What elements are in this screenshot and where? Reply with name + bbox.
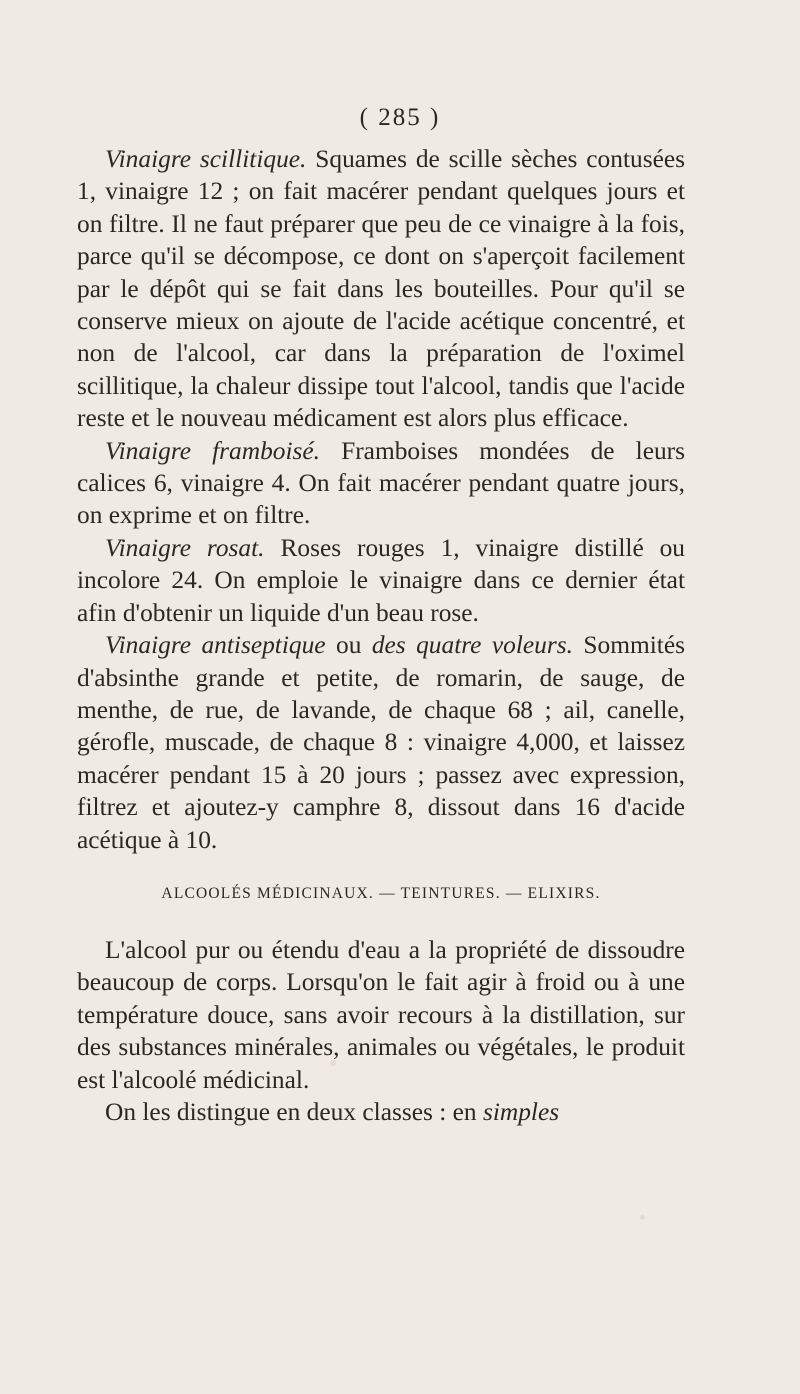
entry-body: Roses rouges 1, vinaigre distillé ou incolore 24. On emploie le vinaigre dans ce dernier état afin d'obtenir un liquide d'un beau rose.	[77, 533, 685, 627]
entry-title: Vinaigre antiseptique	[105, 631, 326, 660]
entry-title: Vinaigre framboisé.	[105, 436, 321, 465]
entry-body: Framboises mondées de leurs calices 6, vinaigre 4. On fait macérer pendant quatre jours, on exprime et on filtre.	[77, 436, 685, 530]
entry-title-alt: des quatre voleurs.	[371, 631, 573, 660]
entry-antiseptique	[77, 629, 685, 856]
paragraph-text: On les distingue en deux classes : en	[105, 1097, 483, 1126]
paper-spot	[640, 1215, 645, 1220]
page-number: ( 285 )	[359, 104, 441, 131]
entry-title-joiner: ou	[325, 631, 372, 660]
entry-rosat	[77, 532, 685, 629]
page-text	[77, 143, 685, 1128]
section-paragraph: L'alcool pur ou étendu d'eau a la propriété de dissoudre beaucoup de corps. Lorsqu'on le fait agir à froid ou à une température douce, sans avoir recours à la distillation, sur des substances minérales, animales ou végétales, le produit est l'alcoolé médicinal.	[77, 935, 685, 1094]
entry-body: Sommités d'absinthe grande et petite, de romarin, de sauge, de menthe, de rue, de lavande, de chaque 68 ; ail, canelle, gérofle, muscade, de chaque 8 : vinaigre 4,000, et laissez macérer pendant 15 à 20 jours ; passez avec expression, filtrez et ajoutez-y camphre 8, dissout dans 16 d'acide acétique à 10.	[77, 631, 685, 854]
paragraph-italic: simples	[482, 1097, 560, 1126]
entry-framboise	[77, 435, 685, 532]
section-heading: ALCOOLÉS MÉDICINAUX. — TEINTURES. — ELIXIRS.	[161, 884, 601, 902]
entry-title: Vinaigre scillitique.	[105, 145, 307, 173]
entry-title: Vinaigre rosat.	[105, 533, 265, 562]
section-paragraph-2	[77, 1096, 685, 1128]
entry-scillitique	[77, 143, 685, 435]
entry-body: Squames de scille sèches contusées 1, vinaigre 12 ; on fait macérer pendant quelques jours et on filtre. Il ne faut préparer que peu de ce vinaigre à la fois, parce qu'il se décompose, ce dont on s'aperçoit facilement par le dépôt qui se fait dans les bouteilles. Pour qu'il se conserve mieux on ajoute de l'acide acétique concentré, et non de l'alcool, car dans la préparation de l'oximel scillitique, la chaleur dissipe tout l'alcool, tandis que l'acide reste et le nouveau médicament est alors plus efficace.	[77, 145, 685, 433]
